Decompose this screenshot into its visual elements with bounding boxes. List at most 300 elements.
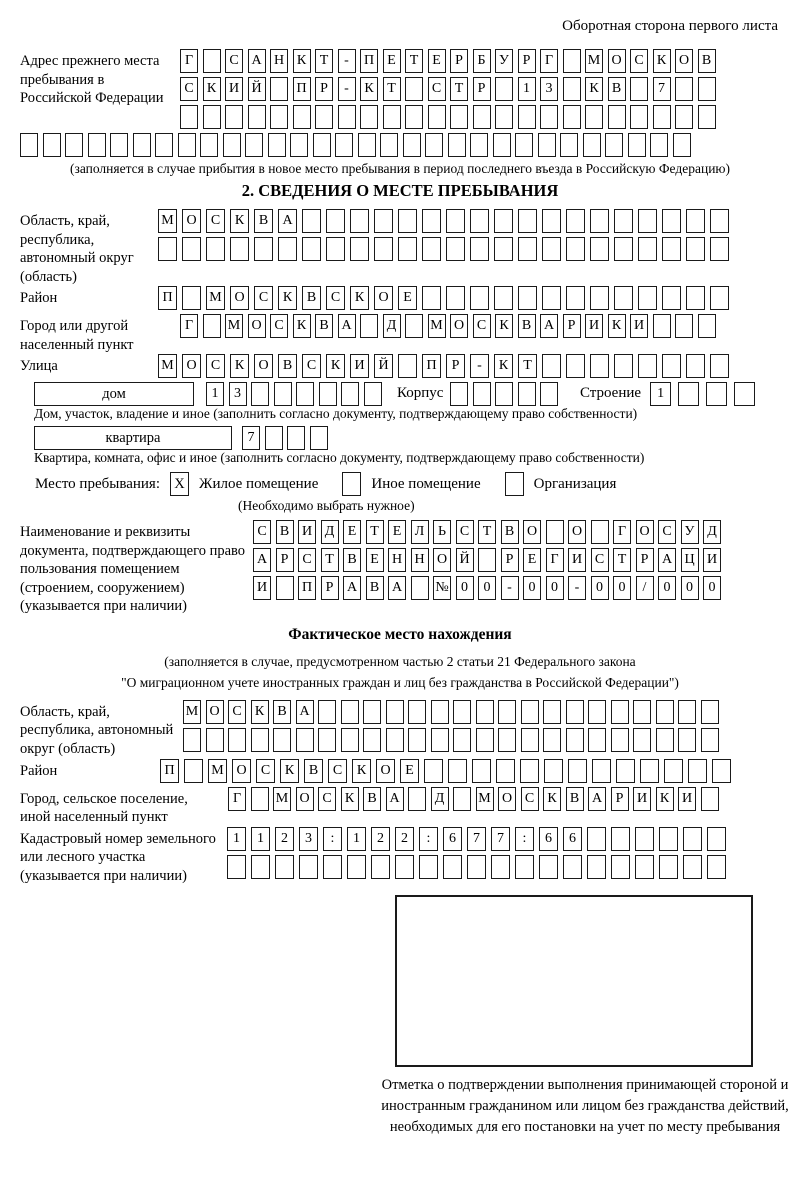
char-cell: П xyxy=(293,77,311,101)
mesto-label: Место пребывания: xyxy=(35,475,160,492)
char-cell xyxy=(546,520,564,544)
char-cell xyxy=(707,827,726,851)
char-cell xyxy=(341,382,359,406)
char-cell: 1 xyxy=(206,382,224,406)
char-cell: Т xyxy=(518,354,537,378)
document-grid xyxy=(253,520,726,604)
char-cell xyxy=(563,77,581,101)
char-cell: К xyxy=(341,787,359,811)
char-cell xyxy=(203,314,221,338)
char-cell: № xyxy=(433,576,451,600)
char-cell: И xyxy=(298,520,316,544)
char-cell: О xyxy=(568,520,586,544)
checkbox-organizatsiya xyxy=(505,472,524,496)
char-cell: 1 xyxy=(251,827,270,851)
char-cell: Р xyxy=(473,77,491,101)
char-cell: К xyxy=(543,787,561,811)
char-cell xyxy=(363,728,381,752)
char-cell xyxy=(566,209,585,233)
char-cell xyxy=(200,133,218,157)
char-cell xyxy=(678,728,696,752)
char-cell: Р xyxy=(450,49,468,73)
char-cell: 7 xyxy=(653,77,671,101)
char-cell xyxy=(653,105,671,129)
char-cell: Т xyxy=(366,520,384,544)
char-cell xyxy=(43,133,61,157)
char-cell: 0 xyxy=(456,576,474,600)
char-cell: С xyxy=(630,49,648,73)
char-cell: 1 xyxy=(518,77,536,101)
char-cell: М xyxy=(158,354,177,378)
char-cell xyxy=(540,382,558,406)
char-cell: Г xyxy=(228,787,246,811)
fact-gorod-row xyxy=(228,787,723,811)
char-cell xyxy=(710,237,729,261)
mesto-note: (Необходимо выбрать нужное) xyxy=(238,498,415,514)
char-cell: О xyxy=(433,548,451,572)
oblast-row-1 xyxy=(158,209,734,233)
option-organizatsiya-label: Организация xyxy=(533,475,617,492)
char-cell: 0 xyxy=(613,576,631,600)
char-cell: У xyxy=(495,49,513,73)
char-cell xyxy=(701,728,719,752)
char-cell xyxy=(405,314,423,338)
char-cell: С xyxy=(180,77,198,101)
char-cell xyxy=(543,728,561,752)
char-cell xyxy=(313,133,331,157)
char-cell xyxy=(638,209,657,233)
dom-note: Дом, участок, владение и иное (заполнить согласно документу, подтверждающему право собственности) xyxy=(34,406,638,422)
char-cell xyxy=(605,133,623,157)
char-cell xyxy=(566,700,584,724)
char-cell xyxy=(411,576,429,600)
korpus-cells xyxy=(450,382,563,406)
char-cell xyxy=(515,133,533,157)
char-cell xyxy=(275,855,294,879)
char-cell xyxy=(310,426,328,450)
page-side-note: Оборотная сторона первого листа xyxy=(562,18,778,34)
char-cell xyxy=(614,286,633,310)
char-cell: Е xyxy=(398,286,417,310)
char-cell xyxy=(539,855,558,879)
prev-address-note: (заполняется в случае прибытия в новое место пребывания в период последнего въезда в Российскую Федерацию) xyxy=(69,161,731,176)
char-cell xyxy=(254,237,273,261)
char-cell xyxy=(318,728,336,752)
char-cell xyxy=(542,354,561,378)
char-cell xyxy=(326,209,345,233)
char-cell: Р xyxy=(501,548,519,572)
kvartira-block xyxy=(34,426,780,450)
char-cell xyxy=(635,855,654,879)
char-cell xyxy=(543,700,561,724)
char-cell xyxy=(386,700,404,724)
char-cell xyxy=(662,354,681,378)
char-cell xyxy=(315,105,333,129)
char-cell xyxy=(428,105,446,129)
char-cell xyxy=(611,700,629,724)
char-cell: О xyxy=(374,286,393,310)
char-cell: М xyxy=(273,787,291,811)
char-cell xyxy=(341,728,359,752)
char-cell: Р xyxy=(315,77,333,101)
char-cell xyxy=(686,237,705,261)
char-cell xyxy=(518,382,536,406)
char-cell: О xyxy=(182,209,201,233)
char-cell xyxy=(590,209,609,233)
prev-address-label: Адрес прежнего места пребывания в Российской Федерации xyxy=(20,53,164,107)
char-cell: К xyxy=(608,314,626,338)
char-cell xyxy=(611,827,630,851)
char-cell: С xyxy=(428,77,446,101)
char-cell xyxy=(184,759,203,783)
char-cell: В xyxy=(366,576,384,600)
fact-oblast-block xyxy=(20,700,780,759)
char-cell: В xyxy=(608,77,626,101)
char-cell xyxy=(544,759,563,783)
char-cell xyxy=(65,133,83,157)
char-cell xyxy=(495,382,513,406)
char-cell: О xyxy=(182,354,201,378)
char-cell xyxy=(498,700,516,724)
oblast-grid xyxy=(158,209,734,265)
option-zhiloe-label: Жилое помещение xyxy=(199,475,319,492)
char-cell xyxy=(518,286,537,310)
char-cell: 0 xyxy=(658,576,676,600)
char-cell xyxy=(662,286,681,310)
oblast-block xyxy=(20,209,780,286)
kvartira-cells xyxy=(242,426,332,450)
char-cell: А xyxy=(253,548,271,572)
fact-oblast-grid xyxy=(183,700,723,756)
char-cell: - xyxy=(338,49,356,73)
char-cell: 0 xyxy=(478,576,496,600)
char-cell: Г xyxy=(546,548,564,572)
char-cell xyxy=(443,855,462,879)
char-cell: Г xyxy=(180,49,198,73)
fact-gorod-block xyxy=(20,787,780,827)
stamp-area-box xyxy=(395,895,753,1067)
char-cell xyxy=(673,133,691,157)
prev-address-row-1 xyxy=(180,49,720,73)
char-cell xyxy=(182,237,201,261)
char-cell xyxy=(398,354,417,378)
char-cell: П xyxy=(360,49,378,73)
char-cell: В xyxy=(698,49,716,73)
char-cell: С xyxy=(521,787,539,811)
char-cell xyxy=(635,827,654,851)
char-cell xyxy=(638,354,657,378)
char-cell: О xyxy=(296,787,314,811)
char-cell xyxy=(560,133,578,157)
char-cell xyxy=(335,133,353,157)
char-cell xyxy=(319,382,337,406)
char-cell: К xyxy=(203,77,221,101)
char-cell: М xyxy=(206,286,225,310)
char-cell xyxy=(467,855,486,879)
char-cell: К xyxy=(326,354,345,378)
char-cell: И xyxy=(630,314,648,338)
char-cell xyxy=(453,700,471,724)
char-cell xyxy=(347,855,366,879)
char-cell xyxy=(587,855,606,879)
char-cell xyxy=(710,209,729,233)
char-cell xyxy=(268,133,286,157)
char-cell xyxy=(590,354,609,378)
char-cell xyxy=(448,759,467,783)
char-cell: С xyxy=(318,787,336,811)
char-cell xyxy=(270,105,288,129)
char-cell xyxy=(290,133,308,157)
char-cell: 2 xyxy=(275,827,294,851)
char-cell xyxy=(88,133,106,157)
char-cell: В xyxy=(566,787,584,811)
fact-section-title: Фактическое место нахождения xyxy=(288,626,512,644)
char-cell: К xyxy=(251,700,269,724)
stroenie-label: Строение xyxy=(579,385,642,402)
char-cell: А xyxy=(343,576,361,600)
char-cell xyxy=(518,237,537,261)
char-cell xyxy=(476,728,494,752)
checkbox-inoe xyxy=(342,472,361,496)
char-cell: С xyxy=(473,314,491,338)
char-cell: Т xyxy=(450,77,468,101)
char-cell: А xyxy=(588,787,606,811)
kadastr-label: Кадастровый номер земельного или лесного участка (указывается при наличии) xyxy=(20,830,216,884)
char-cell xyxy=(374,237,393,261)
char-cell: В xyxy=(343,548,361,572)
kvartira-note: Квартира, комната, офис и иное (заполнить согласно документу, подтверждающему право собственности) xyxy=(34,450,645,466)
char-cell: С xyxy=(256,759,275,783)
gorod-row xyxy=(180,314,720,338)
char-cell: К xyxy=(360,77,378,101)
char-cell xyxy=(701,787,719,811)
char-cell: С xyxy=(228,700,246,724)
char-cell: 0 xyxy=(523,576,541,600)
char-cell xyxy=(521,728,539,752)
char-cell xyxy=(591,520,609,544)
char-cell xyxy=(287,426,305,450)
char-cell: : xyxy=(419,827,438,851)
char-cell xyxy=(251,728,269,752)
char-cell: 0 xyxy=(681,576,699,600)
char-cell xyxy=(360,105,378,129)
char-cell: В xyxy=(276,520,294,544)
char-cell: А xyxy=(540,314,558,338)
char-cell: А xyxy=(338,314,356,338)
char-cell xyxy=(245,133,263,157)
kvartira-box-label: квартира xyxy=(34,426,232,450)
char-cell xyxy=(225,105,243,129)
char-cell: Т xyxy=(613,548,631,572)
char-cell: 7 xyxy=(491,827,510,851)
char-cell: С xyxy=(456,520,474,544)
char-cell: У xyxy=(681,520,699,544)
char-cell xyxy=(590,237,609,261)
char-cell: - xyxy=(501,576,519,600)
fact-raion-row xyxy=(160,759,736,783)
char-cell xyxy=(341,700,359,724)
char-cell xyxy=(656,700,674,724)
document-block xyxy=(20,520,780,616)
char-cell: В xyxy=(518,314,536,338)
char-cell xyxy=(638,237,657,261)
char-cell xyxy=(473,382,491,406)
char-cell: К xyxy=(656,787,674,811)
char-cell: К xyxy=(293,49,311,73)
char-cell xyxy=(155,133,173,157)
char-cell: И xyxy=(633,787,651,811)
char-cell: 3 xyxy=(299,827,318,851)
char-cell: М xyxy=(428,314,446,338)
char-cell xyxy=(270,77,288,101)
char-cell: О xyxy=(450,314,468,338)
char-cell xyxy=(538,133,556,157)
char-cell xyxy=(473,105,491,129)
char-cell xyxy=(203,49,221,73)
char-cell: / xyxy=(636,576,654,600)
oblast-label: Область, край, республика, автономный округ (область) xyxy=(20,213,134,285)
char-cell xyxy=(323,855,342,879)
char-cell xyxy=(614,209,633,233)
stroenie-cells xyxy=(650,382,762,406)
char-cell: 7 xyxy=(467,827,486,851)
char-cell: - xyxy=(568,576,586,600)
char-cell xyxy=(227,855,246,879)
char-cell: А xyxy=(388,576,406,600)
char-cell xyxy=(403,133,421,157)
char-cell: Е xyxy=(400,759,419,783)
char-cell xyxy=(398,209,417,233)
gorod-block xyxy=(20,314,780,354)
char-cell xyxy=(688,759,707,783)
char-cell xyxy=(448,133,466,157)
char-cell xyxy=(450,105,468,129)
option-inoe-label: Иное помещение xyxy=(371,475,481,492)
section2-title: 2. СВЕДЕНИЯ О МЕСТЕ ПРЕБЫВАНИЯ xyxy=(241,181,559,200)
char-cell: К xyxy=(293,314,311,338)
char-cell: К xyxy=(585,77,603,101)
char-cell xyxy=(659,827,678,851)
char-cell xyxy=(422,237,441,261)
char-cell xyxy=(734,382,755,406)
char-cell xyxy=(583,133,601,157)
char-cell xyxy=(248,105,266,129)
char-cell: К xyxy=(494,354,513,378)
char-cell xyxy=(251,855,270,879)
char-cell: С xyxy=(225,49,243,73)
raion-row xyxy=(158,286,734,310)
char-cell xyxy=(338,105,356,129)
char-cell xyxy=(230,237,249,261)
char-cell xyxy=(630,105,648,129)
char-cell: Н xyxy=(388,548,406,572)
char-cell: Р xyxy=(611,787,629,811)
char-cell: М xyxy=(208,759,227,783)
char-cell xyxy=(675,105,693,129)
oblast-row-2 xyxy=(158,237,734,261)
char-cell xyxy=(395,855,414,879)
char-cell xyxy=(350,209,369,233)
char-cell xyxy=(611,728,629,752)
char-cell xyxy=(274,382,292,406)
char-cell: В xyxy=(315,314,333,338)
fact-oblast-row-1 xyxy=(183,700,723,724)
char-cell xyxy=(686,286,705,310)
char-cell xyxy=(422,286,441,310)
char-cell xyxy=(659,855,678,879)
char-cell xyxy=(683,827,702,851)
char-cell: С xyxy=(591,548,609,572)
char-cell xyxy=(302,209,321,233)
char-cell xyxy=(592,759,611,783)
dom-box-label: дом xyxy=(34,382,194,406)
char-cell: Е xyxy=(383,49,401,73)
char-cell xyxy=(540,105,558,129)
char-cell: С xyxy=(206,354,225,378)
char-cell: И xyxy=(703,548,721,572)
char-cell xyxy=(326,237,345,261)
char-cell xyxy=(664,759,683,783)
char-cell xyxy=(386,728,404,752)
char-cell: Ь xyxy=(433,520,451,544)
char-cell xyxy=(710,354,729,378)
char-cell: Р xyxy=(446,354,465,378)
char-cell: 6 xyxy=(539,827,558,851)
char-cell: Н xyxy=(270,49,288,73)
char-cell: 0 xyxy=(703,576,721,600)
char-cell: В xyxy=(304,759,323,783)
char-cell: А xyxy=(278,209,297,233)
char-cell xyxy=(542,209,561,233)
char-cell: И xyxy=(253,576,271,600)
fact-oblast-row-2 xyxy=(183,728,723,752)
char-cell xyxy=(678,382,699,406)
dom-block xyxy=(34,382,780,406)
char-cell xyxy=(405,105,423,129)
char-cell xyxy=(701,700,719,724)
fact-note-line-1: (заполняется в случае, предусмотренном частью 2 статьи 21 Федерального закона xyxy=(164,654,636,670)
gorod-label: Город или другой населенный пункт xyxy=(20,318,134,353)
char-cell xyxy=(296,728,314,752)
char-cell: 6 xyxy=(443,827,462,851)
char-cell: 2 xyxy=(395,827,414,851)
char-cell xyxy=(265,426,283,450)
char-cell xyxy=(614,237,633,261)
char-cell: К xyxy=(350,286,369,310)
char-cell xyxy=(273,728,291,752)
char-cell: С xyxy=(328,759,347,783)
char-cell xyxy=(363,700,381,724)
char-cell: О xyxy=(523,520,541,544)
char-cell: К xyxy=(278,286,297,310)
char-cell xyxy=(299,855,318,879)
char-cell: И xyxy=(350,354,369,378)
char-cell: М xyxy=(183,700,201,724)
char-cell: Й xyxy=(248,77,266,101)
kadastr-block xyxy=(20,827,780,886)
char-cell: 1 xyxy=(650,382,671,406)
char-cell xyxy=(470,237,489,261)
document-label: Наименование и реквизиты документа, подтверждающего право пользования помещением (строением, сооружением) (указывается при наличии) xyxy=(20,524,246,615)
ulitsa-block xyxy=(20,354,780,382)
char-cell: Д xyxy=(383,314,401,338)
prev-address-grid xyxy=(180,49,720,133)
char-cell xyxy=(470,133,488,157)
char-cell xyxy=(675,314,693,338)
char-cell: Й xyxy=(374,354,393,378)
checkbox-zhiloe: X xyxy=(170,472,189,496)
char-cell xyxy=(496,759,515,783)
